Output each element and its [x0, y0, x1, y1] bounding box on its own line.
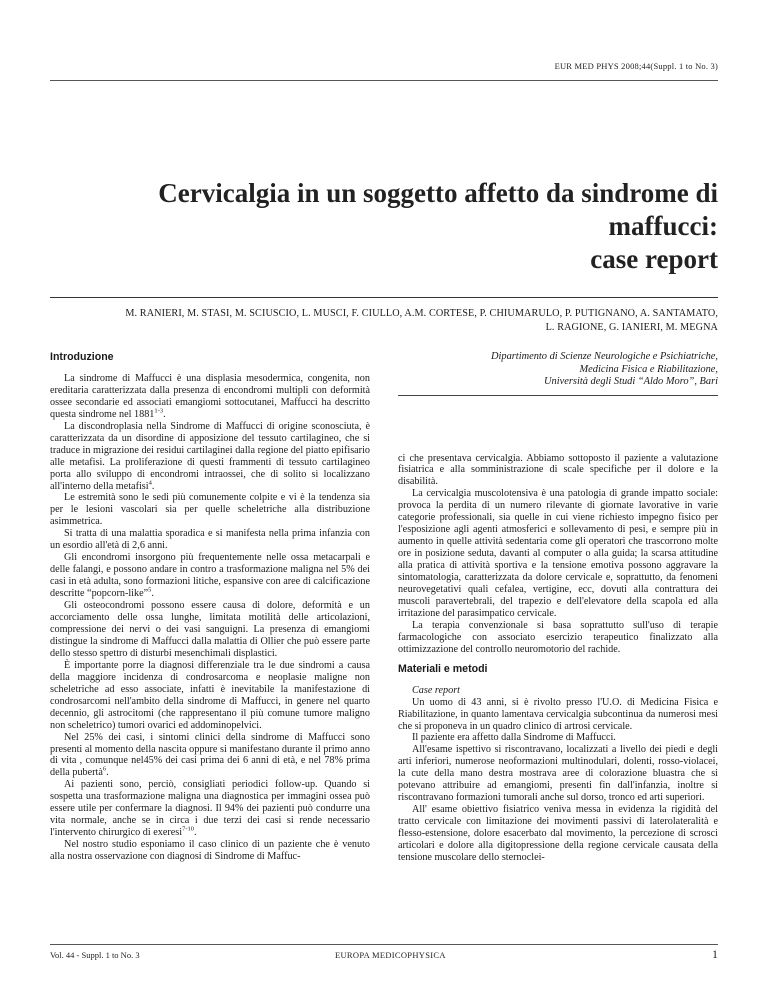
paragraph: Gli encondromi insorgono più frequentemente nelle ossa metacarpali e delle falangi, e possono andare in contro a trasformazione maligna nel 5% dei casi in età adulta, sono formazioni litiche, espansive con aree di calcificazione descritte “popcorn-like”$^5$.: [50, 552, 370, 600]
paragraph: Ai pazienti sono, perciò, consigliati periodici follow-up. Quando si sospetta una trasformazione maligna una diagnostica per immagini ossea può essere utile per confermare la diagnosi. Il 94% dei pazienti può condurre una vita normale, anche se in circa i due terzi dei casi si rende necessario l'intervento chirurgico di exeresi$^{7-10}$.: [50, 779, 370, 839]
title-line-2: case report: [590, 244, 718, 274]
author-list: [50, 307, 718, 335]
paragraph: Un uomo di 43 anni, si è rivolto presso l'U.O. di Medicina Fisica e Riabilitazione, in quanto lamentava cervicalgia subcontinua da numerosi mesi che si proponeva in un quadro clinico di artrosi cervicale.: [398, 696, 718, 732]
left-column: [50, 351, 370, 863]
paragraph: La terapia convenzionale si basa soprattutto sull'uso di terapie farmacologiche con associato esercizio terapeutico finalizzato alla ottimizzazione del controllo neuromotorio del rachide.: [398, 619, 718, 655]
paragraph: La sindrome di Maffucci è una displasia mesodermica, congenita, non ereditaria caratterizzata dalla presenza di encondromi multipli con deformità ossee secondarie ed associati emangiomi sottocutanei, Maffucci ha descritto questa sindrome nel 1881$^{1-3}$.: [50, 372, 370, 420]
title-line-1: Cervicalgia in un soggetto affetto da sindrome di maffucci:: [158, 178, 718, 241]
paragraph: La discondroplasia nella Sindrome di Maffucci di origine sconosciuta, è caratterizzata da un disordine di apposizione del tessuto cartilagineo, che si traduce in migrazione dei residui cartilaginei dalla regione del piatto epifisario alle metafisi. La proliferazione di questi frammenti di tessuto cartilagineo porta allo sviluppo di encondromi intraossei, che di solito si localizzano all'interno della metafisi$^4$.: [50, 420, 370, 492]
section-heading-methods: Materiali e metodi: [398, 662, 488, 675]
paragraph: All'esame ispettivo si riscontravano, localizzati a livello dei piedi e degli arti inferiori, numerose neoformazioni multinodulari, dolenti, rosso-violacei, la cute della mano destra mostrava aree di colorazione bluastra che si potevano attribuire ad emangiomi, presenti fin dall'infanzia, inoltre si riscontravano formazioni tumorali anche sul dorso, tronco ed arti superiori.: [398, 744, 718, 804]
header-rule: [50, 80, 718, 81]
subsection-heading-case-report: Case report: [412, 684, 461, 696]
right-column: [398, 351, 718, 864]
paragraph: Si tratta di una malattia sporadica e si manifesta nella prima infanzia con un esordio all'età di 2,6 anni.: [50, 528, 370, 552]
author-line-1: M. RANIERI, M. STASI, M. SCIUSCIO, L. MUSCI, F. CIULLO, A.M. CORTESE, P. CHIUMARULO, P. PUTIGNANO, A. SANTAMATO,: [125, 308, 718, 319]
section-heading-introduction: Introduzione: [50, 351, 114, 363]
footer-rule: [50, 944, 718, 945]
title-rule: [50, 297, 718, 298]
footer-volume: Vol. 44 - Suppl. 1 to No. 3: [50, 950, 140, 960]
paragraph: Gli osteocondromi possono essere causa di dolore, deformità e un accorciamento delle ossa lunghe, limitata motilità delle articolazioni, compressione dei nervi o dei vasi sanguigni. La presenza di emangiomi distingue la sindrome di Maffucci dalla malattia di Ollier che può essere parte dello stesso spettro di disturbi mesenchimali displastici.: [50, 600, 370, 659]
paragraph: Nel 25% dei casi, i sintomi clinici della sindrome di Maffucci sono presenti al momento della nascita oppure si manifestano durante il primo anno di vita , comunque nel45% dei casi prima dei 6 anni di età, e nel 78% prima della pubertà$^6$.: [50, 731, 370, 779]
paragraph: È importante porre la diagnosi differenziale tra le due sindromi a causa della maggiore incidenza di condrosarcoma e neoplasie maligne non scheletriche ad esso associate, infatti è inevitabile la manifestazione di condrosarcomi nell'ambito della sindrome di Maffucci, in genere nel quarto decennio, gli astrocitomi (che rappresentano il più comune tumore maligno non scheletrico) tumori ovarici ed addominopelvici.: [50, 659, 370, 731]
running-head: EUR MED PHYS 2008;44(Suppl. 1 to No. 3): [554, 61, 718, 71]
paragraph: All' esame obiettivo fisiatrico veniva messa in evidenza la rigidità del tratto cervicale con limitazione dei movimenti passivi di laterolateralità e flesso-estensione, dolore esacerbato dal movimento, la percezione di scrosci articolari e dolore alla digitopressione della regione cervicale causata della tensione muscolare dello sternoclei-: [398, 804, 718, 863]
page-number: 1: [712, 947, 718, 961]
affiliation: Dipartimento di Scienze Neurologiche e Psichiatriche, Medicina Fisica e Riabilitazione, Università degli Studi “Aldo Moro”, Bari: [398, 351, 718, 396]
paragraph: ci che presentava cervicalgia. Abbiamo sottoposto il paziente a valutazione fisiatrica e alla somministrazione di scale specifiche per il dolore e la disabilità.: [398, 452, 718, 488]
paragraph: Le estremità sono le sedi più comunemente colpite e vi è la tendenza sia per le lesioni vascolari sia per quelle scheletriche alla distribuzione asimmetrica.: [50, 492, 370, 528]
author-line-2: L. RAGIONE, G. IANIERI, M. MEGNA: [545, 322, 718, 333]
article-title: [50, 177, 718, 276]
paragraph: Il paziente era affetto dalla Sindrome di Maffucci.: [412, 732, 616, 744]
footer-journal: EUROPA MEDICOPHYSICA: [335, 950, 446, 960]
paragraph: Nel nostro studio esponiamo il caso clinico di un paziente che è venuto alla nostra osservazione con diagnosi di Sindrome di Maffuc-: [50, 839, 370, 863]
paragraph: La cervicalgia muscolotensiva è una patologia di grande impatto sociale: provoca la perdita di un numero rilevante di giornate lavorative in varie categorie professionali, sia quelle in cui viene richiesto impegno fisico per l'esposizione agli agenti atmosferici e sollevamento di pesi, e sempre più in aumento in quelle attività sedentaria come gli operatori che trascorrono molte ore in posizione seduta, davanti al computer o alla guida; la scarsa attitudine alla pratica di attività sportiva e la tensione emotiva possono aggravare la sintomatologia, caratterizzata da dolore cervicale e, soprattutto, da fenomeni neurovegetativi quali cefalea, vertigine, ecc, dovuti alla contrattura dei muscoli paravertebrali, del trapezio e dell'elevatore della scapola ed alla irritazione del parasimpatico cervicale.: [398, 488, 718, 619]
